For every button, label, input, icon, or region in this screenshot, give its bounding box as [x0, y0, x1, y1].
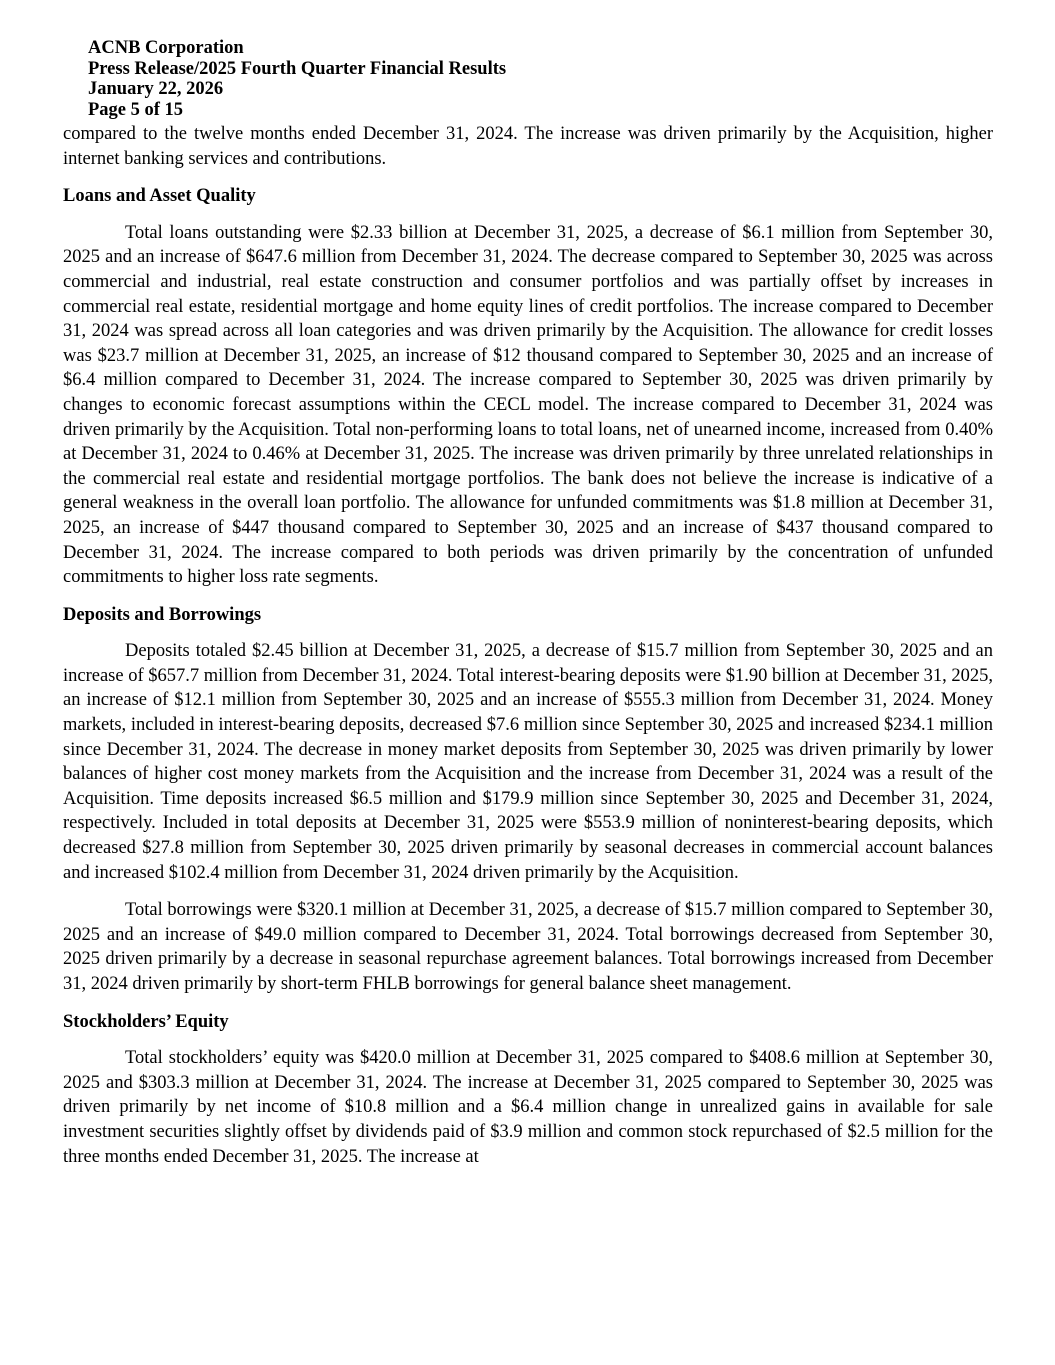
- release-title: Press Release/2025 Fourth Quarter Financial Results: [88, 58, 507, 79]
- loans-heading: Loans and Asset Quality: [63, 186, 256, 207]
- deposits-paragraph: Deposits totaled $2.45 billion at December 31, 2025, a decrease of $15.7 million from September 30, 2025 and an increase of $657.7 million from December 31, 2024. Total interest-bearing deposits were $1.90 billion at December 31, 2025, an increase of $12.1 million from September 30, 2025 and an increase of $555.3 million from December 31, 2024. Money markets, included in interest-bearing deposits, decreased $7.6 million since September 30, 2025 and increased $234.1 million since December 31, 2024. The decrease in money market deposits from September 30, 2025 was driven primarily by lower balances of higher cost money markets from the Acquisition and the increase from December 31, 2024 was a result of the Acquisition. Time deposits increased $6.5 million and $179.9 million since September 30, 2025 and December 31, 2024, respectively. Included in total deposits at December 31, 2025 were $553.9 million of noninterest-bearing deposits, which decreased $27.8 million from September 30, 2025 driven primarily by seasonal decreases in commercial account balances and increased $102.4 million from December 31, 2024 driven primarily by the Acquisition.: [63, 641, 993, 883]
- equity-paragraph: Total stockholders’ equity was $420.0 million at December 31, 2025 compared to $408.6 million at September 30, 2025 and $303.3 million at December 31, 2024. The increase at December 31, 2025 compared to September 30, 2025 was driven primarily by net income of $10.8 million and a $6.4 million change in unrealized gains in available for sale investment securities slightly offset by dividends paid of $3.9 million and common stock repurchased of $2.5 million for the three months ended December 31, 2025. The increase at: [63, 1048, 993, 1167]
- loans-paragraph: Total loans outstanding were $2.33 billion at December 31, 2025, a decrease of $6.1 million from September 30, 2025 and an increase of $647.6 million from December 31, 2024. The decrease compared to September 30, 2025 was across commercial and industrial, real estate construction and consumer portfolios and was partially offset by increases in commercial real estate, residential mortgage and home equity lines of credit portfolios. The increase compared to December 31, 2024 was spread across all loan categories and was driven primarily by the Acquisition. The allowance for credit losses was $23.7 million at December 31, 2025, an increase of $12 thousand compared to September 30, 2025 and an increase of $6.4 million compared to December 31, 2024. The increase compared to September 30, 2025 was driven primarily by changes to economic forecast assumptions within the CECL model. The increase compared to December 31, 2024 was driven primarily by the Acquisition. Total non-performing loans to total loans, net of unearned income, increased from 0.40% at December 31, 2024 to 0.46% at December 31, 2025. The increase was driven primarily by three unrelated relationships in the commercial real estate and residential mortgage portfolios. The bank does not believe the increase is indicative of a general weakness in the overall loan portfolio. The allowance for unfunded commitments was $1.8 million at December 31, 2025, an increase of $447 thousand compared to September 30, 2025 and an increase of $437 thousand compared to December 31, 2024. The increase compared to both periods was driven primarily by the concentration of unfunded commitments to higher loss rate segments.: [63, 222, 993, 588]
- page-number: Page 5 of 15: [88, 99, 184, 120]
- page-header: [63, 38, 993, 120]
- equity-heading: Stockholders’ Equity: [63, 1011, 229, 1032]
- company-name: ACNB Corporation: [88, 38, 244, 58]
- intro-continuation-paragraph: compared to the twelve months ended December 31, 2024. The increase was driven primarily by the Acquisition, higher internet banking services and contributions.: [63, 124, 993, 169]
- deposits-heading: Deposits and Borrowings: [63, 604, 262, 625]
- document-page: [63, 38, 993, 1169]
- release-date: January 22, 2026: [88, 79, 224, 99]
- borrowings-paragraph: Total borrowings were $320.1 million at December 31, 2025, a decrease of $15.7 million compared to September 30, 2025 and an increase of $49.0 million compared to December 31, 2024. Total borrowings decreased from September 30, 2025 driven primarily by a decrease in seasonal repurchase agreement balances. Total borrowings increased from December 31, 2024 driven primarily by short-term FHLB borrowings for general balance sheet management.: [63, 900, 993, 994]
